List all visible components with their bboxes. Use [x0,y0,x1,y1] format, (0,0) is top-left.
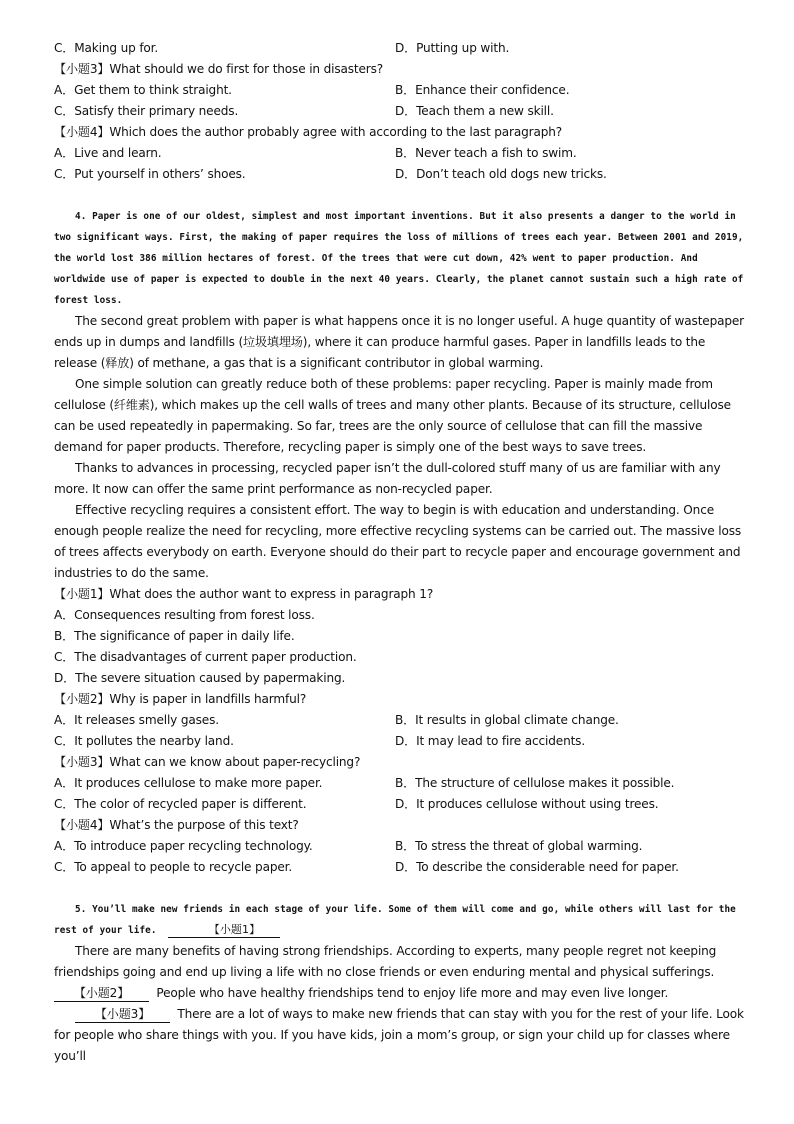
option-c: C．The disadvantages of current paper production. [54,650,357,664]
option-d: D．The severe situation caused by papermaking. [54,671,346,685]
option-a: A．It produces cellulose to make more paper. [54,776,323,790]
p3-q3-stem: 【小题3】What should we do first for those in disasters? [54,62,384,76]
p5-paragraph-2b [54,983,744,1004]
p3-q3-options-ab [54,80,744,101]
p4-q1-stem: 【小题1】What does the author want to express in paragraph 1? [54,587,434,601]
p4-q2-stem: 【小题2】Why is paper in landfills harmful? [54,692,307,706]
option-c: C．Making up for. [54,41,159,55]
option-a: A．To introduce paper recycling technology. [54,839,313,853]
option-d: D．Teach them a new skill. [395,104,554,118]
blank-3[interactable]: 【小题3】 [75,1007,170,1023]
p5-paragraph-1-text: 5. You’ll make new friends in each stage of your life. Some of them will come and go, while others will last for the rest of your life. [54,904,736,936]
p4-paragraph-3: One simple solution can greatly reduce both of these problems: paper recycling. Paper is mainly made from cellulose (纤维素), which makes up the cell walls of trees and many other plants. Because of its structure, cellulose can be used repeatedly in papermaking. So far, trees are the only source of cellulose that can fill the massive demand for paper products. Therefore, recycling paper is simply one of the best ways to save trees. [54,377,731,454]
option-d: D．Don’t teach old dogs new tricks. [395,167,607,181]
option-a: A．Consequences resulting from forest loss. [54,608,315,622]
option-c: C．Satisfy their primary needs. [54,104,239,118]
option-c: C．It pollutes the nearby land. [54,734,234,748]
p3-q2-options-cd [54,38,744,59]
p3-q3-options-cd [54,101,744,122]
option-a: A．Get them to think straight. [54,83,232,97]
option-d: D．It may lead to fire accidents. [395,734,586,748]
p4-q2-options-ab [54,710,744,731]
blank-2[interactable]: 【小题2】 [54,986,149,1002]
p4-paragraph-5: Effective recycling requires a consistent effort. The way to begin is with education and understanding. Once enough people realize the need for recycling, more effective recycling systems can be carried out. The massive loss of trees affects everybody on earth. Everyone should do their part to recycle paper and encourage government and industries to do the same. [54,503,742,580]
p4-q4-options-cd [54,857,744,878]
spacer [54,185,744,206]
option-b: B．The significance of paper in daily life. [54,629,295,643]
option-b: B．It results in global climate change. [395,713,619,727]
p3-q4-options-cd [54,164,744,185]
option-a: A．Live and learn. [54,146,162,160]
p3-q4-stem: 【小题4】Which does the author probably agree with according to the last paragraph? [54,125,563,139]
p4-q3-stem: 【小题3】What can we know about paper-recycling? [54,755,361,769]
option-c: C．To appeal to people to recycle paper. [54,860,293,874]
blank-1[interactable]: 【小题1】 [168,922,280,938]
p4-q4-stem: 【小题4】What’s the purpose of this text? [54,818,299,832]
p4-paragraph-2: The second great problem with paper is what happens once it is no longer useful. A huge quantity of wastepaper ends up in dumps and landfills (垃圾填埋场), where it can produce harmful gases. Paper in landfills leads to the release (释放) of methane, a gas that is a significant contributor in global warming. [54,314,745,370]
option-b: B．Enhance their confidence. [395,83,570,97]
p5-paragraph-1 [54,899,744,941]
p5-paragraph-2b-text: People who have healthy friendships tend to enjoy life more and may even live longer. [156,986,669,1000]
option-d: D．It produces cellulose without using trees. [395,797,659,811]
option-d: D．Putting up with. [395,41,510,55]
option-b: B．Never teach a fish to swim. [395,146,577,160]
p4-q4-options-ab [54,836,744,857]
option-b: B．To stress the threat of global warming. [395,839,643,853]
p4-paragraph-1: 4. Paper is one of our oldest, simplest and most important inventions. But it also presents a danger to the world in two significant ways. First, the making of paper requires the loss of millions of trees each year. Between 2001 and 2019, the world lost 386 million hectares of forest. Of the trees that were cut down, 42% went to paper production. And worldwide use of paper is expected to double in the next 40 years. Clearly, the planet cannot sustain such a high rate of forest loss. [54,211,744,306]
p4-paragraph-4: Thanks to advances in processing, recycled paper isn’t the dull-colored stuff many of us are familiar with any more. It now can offer the same print performance as non-recycled paper. [54,461,721,496]
p3-q4-options-ab [54,143,744,164]
exam-page [54,38,744,1067]
option-d: D．To describe the considerable need for paper. [395,860,679,874]
p4-q3-options-cd [54,794,744,815]
p4-q3-options-ab [54,773,744,794]
spacer [54,878,744,899]
option-c: C．The color of recycled paper is different. [54,797,307,811]
option-b: B．The structure of cellulose makes it possible. [395,776,675,790]
p5-paragraph-2: There are many benefits of having strong friendships. According to experts, many people regret not keeping friendships going and end up living a life with no close friends or even enduring mental and physical sufferings. [54,944,717,979]
p5-paragraph-3-text: There are a lot of ways to make new friends that can stay with you for the rest of your life. Look for people who share things with you. If you have kids, join a mom’s group, or sign your child up for classes where you’ll [54,1007,744,1063]
p4-q2-options-cd [54,731,744,752]
option-c: C．Put yourself in others’ shoes. [54,167,246,181]
p5-paragraph-3 [54,1004,744,1067]
option-a: A．It releases smelly gases. [54,713,219,727]
